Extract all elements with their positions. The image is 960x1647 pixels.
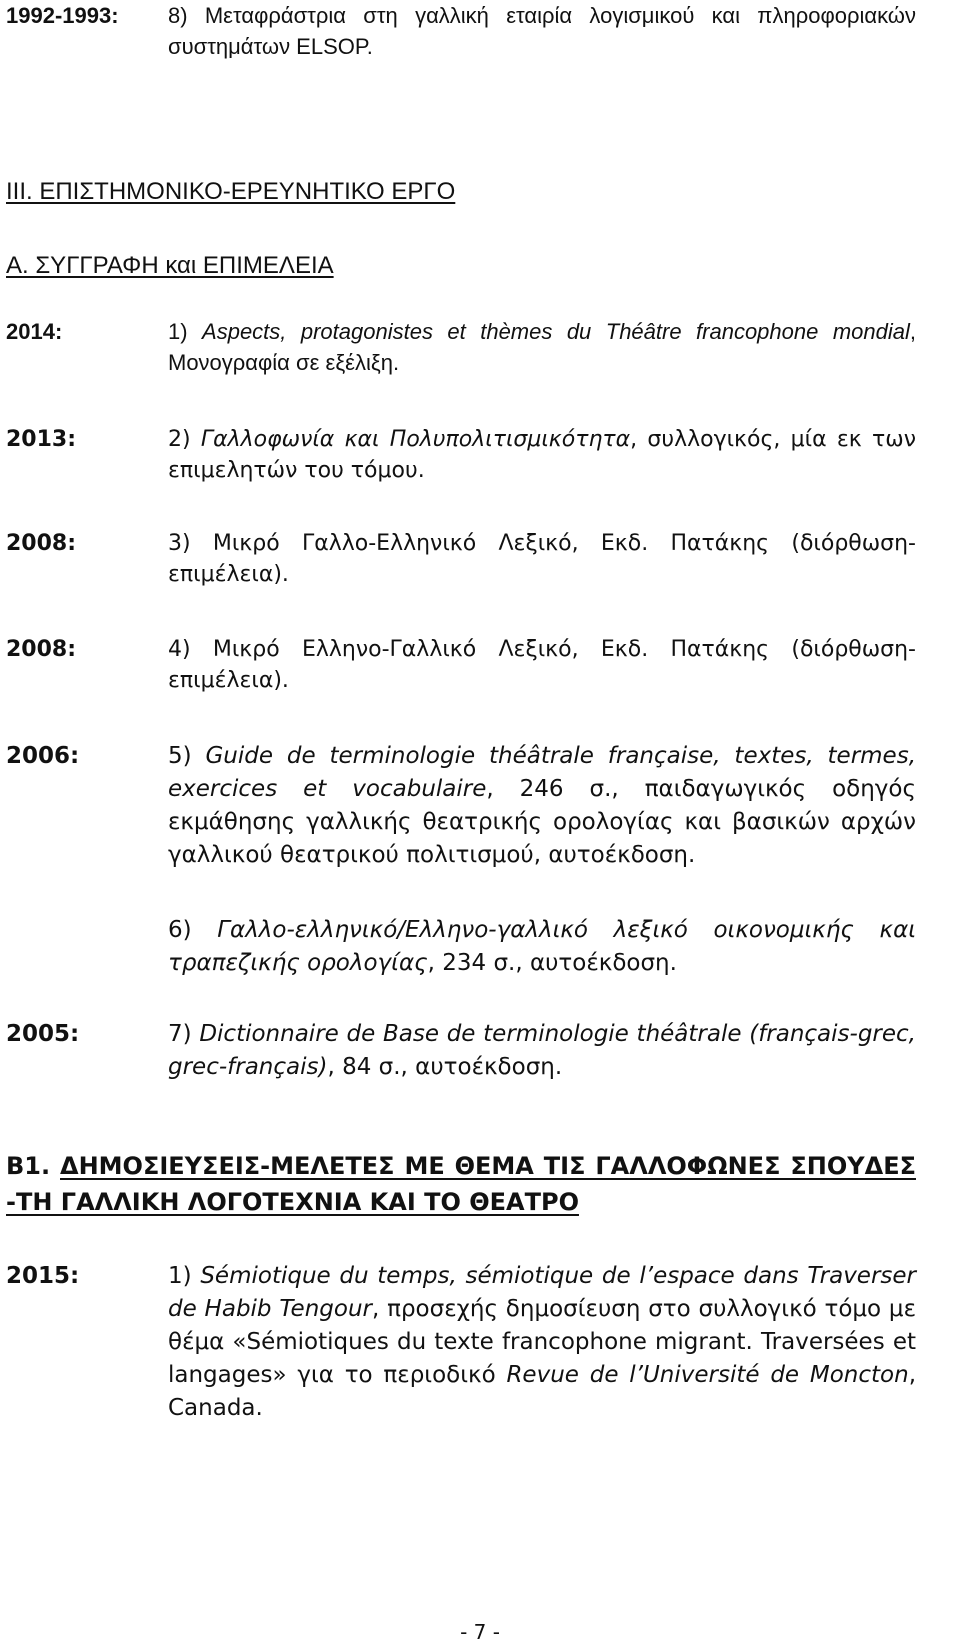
entry-year: 1992-1993: [6,3,119,28]
entry-title: Sémiotique du temps, sémiotique de l’espace dans Traverser de Habib Tengour [168,1263,917,1322]
entry-year: 2005: [6,1021,80,1047]
entry-2013 [6,424,916,486]
section-label: Β1. [6,1152,51,1180]
entry-text: 8) Μεταφράστρια στη γαλλική εταιρία λογισμικού και πληροφοριακών συστημάτων ELSOP. [168,3,916,59]
entry-year: 2014: [6,319,63,344]
entry-2008-4 [6,634,916,696]
entry-2006-6 [6,914,916,980]
entry-text: 6) Γαλλο-ελληνικό/Ελληνο-γαλλικό λεξικό οικονομικής και τραπεζικής ορολογίας, 234 σ., αυτοέκδοση. [168,917,917,976]
entry-title: Γαλλοφωνία και Πολυπολιτισμικότητα [200,427,631,452]
entry-2006-5 [6,740,916,872]
section-subheading-a: Α. ΣΥΓΓΡΑΦΗ και ΕΠΙΜΕΛΕΙΑ [6,252,334,279]
entry-text: 4) Μικρό Ελληνο-Γαλλικό Λεξικό, Εκδ. Πατάκης (διόρθωση-επιμέλεια). [168,637,916,693]
entry-text: 3) Μικρό Γαλλο-Ελληνικό Λεξικό, Εκδ. Πατάκης (διόρθωση-επιμέλεια). [168,531,916,587]
entry-title: Aspects, protagonistes et thèmes du Théâtre francophone mondial [202,319,910,344]
entry-title: Dictionnaire de Base de terminologie théâtrale (français-grec, grec-français) [168,1021,916,1080]
entry-title: Γαλλο-ελληνικό/Ελληνο-γαλλικό λεξικό οικονομικής και τραπεζικής ορολογίας [168,917,917,976]
entry-year: 2015: [6,1263,80,1289]
section-heading-iii: III. ΕΠΙΣΤΗΜΟΝΙΚΟ-ΕΡΕΥΝΗΤΙΚΟ ΕΡΓΟ [6,178,456,205]
entry-text: 5) Guide de terminologie théâtrale française, textes, termes, exercices et vocabulaire, 246 σ., παιδαγωγικός οδηγός εκμάθησης γαλλικής θεατρικής ορολογίας και βασικών αρχών γαλλικού θεατρικού πολιτισμού, αυτοέκδοση. [168,743,916,868]
entry-text: 2) Γαλλοφωνία και Πολυπολιτισμικότητα, συλλογικός, μία εκ των επιμελητών του τόμου. [168,427,916,483]
entry-2015 [6,1260,916,1425]
entry-year: 2006: [6,743,80,769]
section-heading-b1 [6,1148,916,1220]
entry-2005 [6,1018,916,1084]
journal-title: Revue de l’Université de Moncton [506,1362,909,1388]
entry-text: 1) Sémiotique du temps, sémiotique de l’espace dans Traverser de Habib Tengour, προσεχής δημοσίευση στο συλλογικό τόμο με θέμα «Sémiotiques du texte francophone migrant. Traversées et langages» για το περιοδικό Revue de l’Université de Moncton, Canada. [168,1263,917,1421]
entry-year: 2013: [6,427,77,452]
entry-text: 1) Aspects, protagonistes et thèmes du Théâtre francophone mondial, Μονογραφία σε εξέλιξη. [168,319,916,375]
section-title: ΔΗΜΟΣΙΕΥΣΕΙΣ-ΜΕΛΕΤΕΣ ΜΕ ΘΕΜΑ ΤΙΣ ΓΑΛΛΟΦΩΝΕΣ ΣΠΟΥΔΕΣ -ΤΗ ΓΑΛΛΙΚΗ ΛΟΓΟΤΕΧΝΙΑ ΚΑΙ ΤΟ ΘΕΑΤΡΟ [6,1152,916,1216]
page-number: - 7 - [460,1620,500,1644]
entry-year: 2008: [6,637,77,662]
entry-text: 7) Dictionnaire de Base de terminologie théâtrale (français-grec, grec-français), 84 σ., αυτοέκδοση. [168,1021,916,1080]
entry-year [6,914,168,980]
entry-2014 [6,316,916,378]
entry-title: Guide de terminologie théâtrale française, textes, termes, exercices et vocabulaire [168,743,916,802]
entry-1992-1993 [6,0,916,62]
entry-2008-3 [6,528,916,590]
entry-year: 2008: [6,531,77,556]
